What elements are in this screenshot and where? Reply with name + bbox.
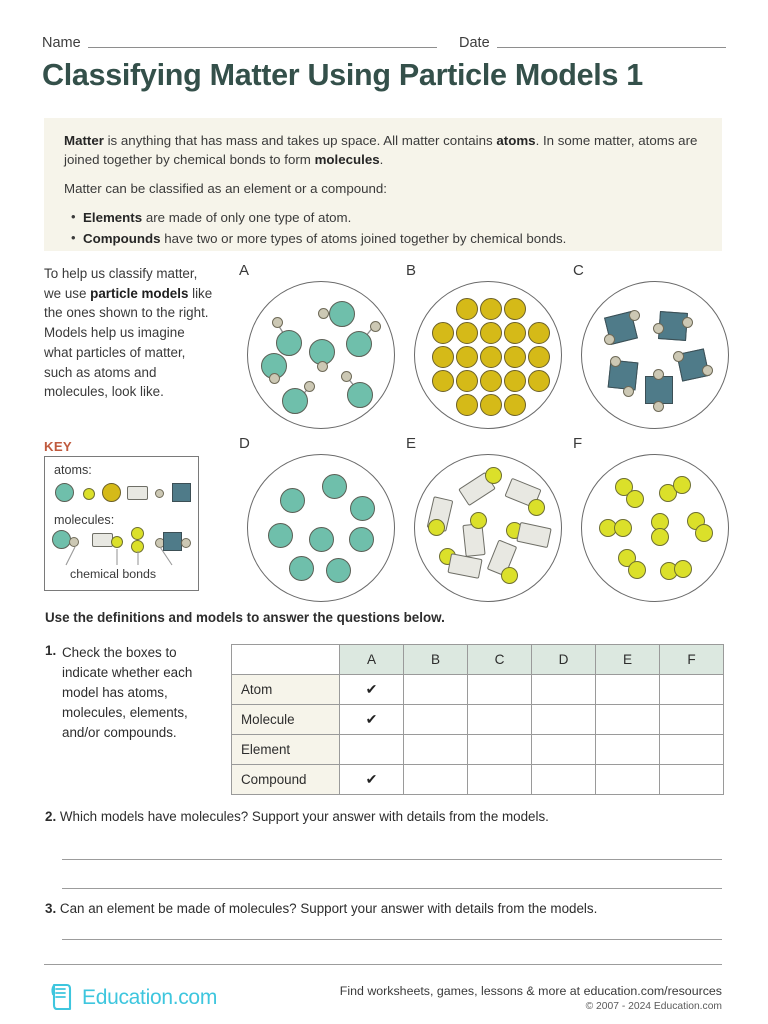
- checkbox-cell-compound-b[interactable]: [404, 765, 468, 795]
- atom-gray: [653, 369, 664, 380]
- date-write-line[interactable]: [497, 46, 726, 48]
- definition-description: are made of only one type of atom.: [142, 209, 352, 225]
- atom-teal: [350, 496, 375, 521]
- atom-dark-yellow: [480, 346, 502, 368]
- key-atom-yellow-green-circle: [83, 488, 95, 500]
- key-atom-slate-square: [172, 483, 191, 502]
- model-b: [406, 262, 562, 429]
- name-field-group: [42, 35, 437, 52]
- checkbox-cell-atom-c[interactable]: [468, 675, 532, 705]
- definition-box: [44, 118, 722, 251]
- atom-teal: [329, 301, 355, 327]
- atom-slate-square: [645, 376, 673, 404]
- atom-dark-yellow: [480, 298, 502, 320]
- body-text: . In some matter, atoms are joined together by chemical bonds to form: [64, 133, 698, 167]
- atom-yellow-green: [614, 519, 632, 537]
- question-3: [45, 901, 735, 916]
- model-c-letter: C: [573, 262, 584, 279]
- atom-dark-yellow: [504, 322, 526, 344]
- atom-teal: [309, 527, 334, 552]
- table-column-header-b: B: [404, 645, 468, 675]
- atom-yellow-green: [695, 524, 713, 542]
- atom-dark-yellow: [456, 394, 478, 416]
- checkbox-cell-element-f[interactable]: [660, 735, 724, 765]
- atom-gray: [341, 371, 352, 382]
- checkbox-cell-element-b[interactable]: [404, 735, 468, 765]
- definition-bullet-list: [64, 209, 702, 249]
- atom-dark-yellow: [480, 322, 502, 344]
- check-icon: ✔: [365, 771, 378, 787]
- atom-gray: [272, 317, 283, 328]
- table-row-label-molecule: Molecule: [232, 705, 340, 735]
- question-1-number: 1.: [45, 643, 57, 658]
- definition-bullet: [64, 209, 702, 228]
- name-date-row: [42, 30, 726, 52]
- atom-dark-yellow: [504, 394, 526, 416]
- question-3-number: 3.: [45, 901, 57, 916]
- model-a: [239, 262, 395, 429]
- atom-gray: [304, 381, 315, 392]
- atom-yellow-green: [470, 512, 487, 529]
- page-title: Classifying Matter Using Particle Models 1: [42, 58, 643, 92]
- atom-teal: [280, 488, 305, 513]
- atom-dark-yellow: [456, 322, 478, 344]
- model-b-letter: B: [406, 262, 417, 279]
- atom-teal: [326, 558, 351, 583]
- table-column-header-e: E: [596, 645, 660, 675]
- question-2-text: Which models have molecules? Support your answer with details from the models.: [59, 809, 549, 824]
- atom-dark-yellow: [528, 370, 550, 392]
- definition-paragraph-1: [64, 132, 702, 170]
- atom-yellow-green: [501, 567, 518, 584]
- atom-gray: [317, 361, 328, 372]
- footer-copyright: © 2007 - 2024 Education.com: [585, 1001, 722, 1012]
- table-row: [232, 765, 724, 795]
- atom-teal: [282, 388, 308, 414]
- name-write-line[interactable]: [88, 46, 437, 48]
- table-row-label-compound: Compound: [232, 765, 340, 795]
- key-chemical-bonds-label: chemical bonds: [70, 567, 157, 581]
- atom-teal: [347, 382, 373, 408]
- key-molecule-gray-atom-1: [69, 537, 79, 547]
- key-molecule-yellow-circle-top: [131, 527, 144, 540]
- definition-paragraph-2: Matter can be classified as an element or a compound:: [64, 180, 387, 196]
- atom-yellow-green: [485, 467, 502, 484]
- table-row-label-atom: Atom: [232, 675, 340, 705]
- table-column-header-c: C: [468, 645, 532, 675]
- checkbox-cell-molecule-e[interactable]: [596, 705, 660, 735]
- checkbox-cell-atom-b[interactable]: [404, 675, 468, 705]
- table-column-header-a: A: [340, 645, 404, 675]
- table-row: [232, 735, 724, 765]
- answer-line-q2-2[interactable]: [62, 887, 722, 889]
- checkbox-cell-element-c[interactable]: [468, 735, 532, 765]
- checkbox-cell-molecule-d[interactable]: [532, 705, 596, 735]
- answer-line-q3-1[interactable]: [62, 938, 722, 940]
- checkbox-cell-element-d[interactable]: [532, 735, 596, 765]
- checkbox-cell-atom-d[interactable]: [532, 675, 596, 705]
- model-c: [573, 262, 729, 429]
- key-bond-leader-lines: [44, 547, 204, 587]
- checkbox-cell-atom-f[interactable]: [660, 675, 724, 705]
- model-e-particles: [414, 454, 562, 602]
- checkbox-cell-atom-e[interactable]: [596, 675, 660, 705]
- emphasis-term: Matter: [64, 133, 104, 148]
- atom-dark-yellow: [528, 322, 550, 344]
- checkbox-cell-compound-f[interactable]: [660, 765, 724, 795]
- question-3-text: Can an element be made of molecules? Support your answer with details from the models.: [59, 901, 598, 916]
- atom-teal: [276, 330, 302, 356]
- table-row-label-element: Element: [232, 735, 340, 765]
- key-atom-teal-circle: [55, 483, 74, 502]
- atom-gray: [653, 401, 664, 412]
- key-title: KEY: [44, 439, 73, 454]
- atom-dark-yellow: [456, 298, 478, 320]
- check-icon: ✔: [365, 681, 378, 697]
- atom-teal: [268, 523, 293, 548]
- table-corner-cell: [232, 645, 340, 675]
- model-f-letter: F: [573, 435, 583, 452]
- atom-yellow-green: [673, 476, 691, 494]
- atom-dark-yellow: [528, 346, 550, 368]
- atom-gray: [682, 317, 693, 328]
- atom-gray: [370, 321, 381, 332]
- atom-gray: [610, 356, 621, 367]
- question-2-number: 2.: [45, 809, 57, 824]
- atom-yellow-green: [528, 499, 545, 516]
- atom-dark-yellow: [504, 370, 526, 392]
- atom-dark-yellow: [456, 346, 478, 368]
- model-d-particles: [247, 454, 395, 602]
- atom-gray: [604, 334, 615, 345]
- checkbox-cell-compound-c[interactable]: [468, 765, 532, 795]
- footer-divider: [44, 963, 722, 965]
- checkbox-cell-compound-d[interactable]: [532, 765, 596, 795]
- atom-dark-yellow: [504, 298, 526, 320]
- atom-gray: [269, 373, 280, 384]
- key-molecules-label: molecules:: [54, 513, 115, 527]
- body-text: is anything that has mass and takes up space. All matter contains: [103, 133, 497, 148]
- model-a-letter: A: [239, 262, 250, 279]
- date-label: Date: [459, 35, 490, 51]
- atom-dark-yellow: [480, 370, 502, 392]
- atom-gray: [673, 351, 684, 362]
- model-e-letter: E: [406, 435, 417, 452]
- check-icon: ✔: [365, 711, 378, 727]
- checkbox-cell-molecule-b[interactable]: [404, 705, 468, 735]
- intro-paragraph: [44, 264, 216, 402]
- definition-term: Elements: [83, 209, 143, 225]
- key-atoms-label: atoms:: [54, 463, 92, 477]
- table-header-row: [232, 645, 724, 675]
- atom-dark-yellow: [456, 370, 478, 392]
- body-text: To help us classify matter, we use: [44, 266, 198, 301]
- checkbox-cell-compound-a[interactable]: [340, 765, 404, 795]
- definition-term: Compounds: [83, 230, 161, 246]
- book-logo-icon: [50, 983, 77, 1012]
- table-column-header-d: D: [532, 645, 596, 675]
- atom-yellow-green: [674, 560, 692, 578]
- checkbox-cell-element-e[interactable]: [596, 735, 660, 765]
- definition-description: have two or more types of atoms joined together by chemical bonds.: [160, 230, 567, 246]
- model-d-letter: D: [239, 435, 250, 452]
- atom-dark-yellow: [432, 322, 454, 344]
- emphasis-term: particle models: [90, 285, 189, 301]
- atom-gray: [629, 310, 640, 321]
- model-e: [406, 435, 562, 602]
- question-1-text: Check the boxes to indicate whether each model has atoms, molecules, elements, and/or compounds.: [62, 645, 193, 741]
- atom-gray: [318, 308, 329, 319]
- question-2: [45, 809, 735, 824]
- education-logo-text: Education.com: [82, 985, 218, 1009]
- atom-teal: [322, 474, 347, 499]
- emphasis-term: molecules: [314, 151, 380, 167]
- footer-find-text: Find worksheets, games, lessons & more at education.com/resources: [339, 984, 722, 998]
- atom-gray: [623, 386, 634, 397]
- atom-yellow-green: [628, 561, 646, 579]
- definition-bullet: [64, 230, 702, 249]
- checkbox-cell-molecule-a[interactable]: [340, 705, 404, 735]
- checkbox-cell-element-a[interactable]: [340, 735, 404, 765]
- key-atom-light-gray-rectangle: [127, 486, 148, 500]
- instruction-line: Use the definitions and models to answer the questions below.: [45, 610, 445, 625]
- atom-dark-yellow: [504, 346, 526, 368]
- education-logo[interactable]: [50, 983, 217, 1012]
- atom-teal: [349, 527, 374, 552]
- answer-line-q2-1[interactable]: [62, 858, 722, 860]
- model-b-particles: [414, 281, 562, 429]
- atom-teal: [289, 556, 314, 581]
- atom-teal: [346, 331, 372, 357]
- model-f-particles: [581, 454, 729, 602]
- model-c-particles: [581, 281, 729, 429]
- table-row: [232, 675, 724, 705]
- atom-gray: [702, 365, 713, 376]
- atom-yellow-green: [626, 490, 644, 508]
- atom-dark-yellow: [432, 370, 454, 392]
- atom-gray: [653, 323, 664, 334]
- atom-dark-yellow: [432, 346, 454, 368]
- checkbox-cell-compound-e[interactable]: [596, 765, 660, 795]
- atom-light-gray-rectangle: [447, 553, 482, 579]
- date-field-group: [459, 35, 726, 52]
- atom-light-gray-rectangle: [516, 522, 551, 548]
- key-atom-dark-yellow-circle: [102, 483, 121, 502]
- body-text: .: [379, 151, 384, 167]
- key-atom-gray-circle: [155, 489, 164, 498]
- classification-table: [231, 644, 724, 795]
- atom-dark-yellow: [480, 394, 502, 416]
- checkbox-cell-molecule-f[interactable]: [660, 705, 724, 735]
- table-column-header-f: F: [660, 645, 724, 675]
- checkbox-cell-molecule-c[interactable]: [468, 705, 532, 735]
- model-d: [239, 435, 395, 602]
- atom-yellow-green: [651, 528, 669, 546]
- atom-yellow-green: [428, 519, 445, 536]
- model-a-particles: [247, 281, 395, 429]
- body-text: like the ones shown to the right. Models help us imagine what particles of matter, such as atoms and molecules, look like.: [44, 285, 213, 400]
- table-row: [232, 705, 724, 735]
- emphasis-term: atoms: [496, 133, 536, 148]
- name-label: Name: [42, 35, 81, 51]
- checkbox-cell-atom-a[interactable]: [340, 675, 404, 705]
- model-f: [573, 435, 729, 602]
- key-molecule-gray-rectangle: [92, 533, 113, 547]
